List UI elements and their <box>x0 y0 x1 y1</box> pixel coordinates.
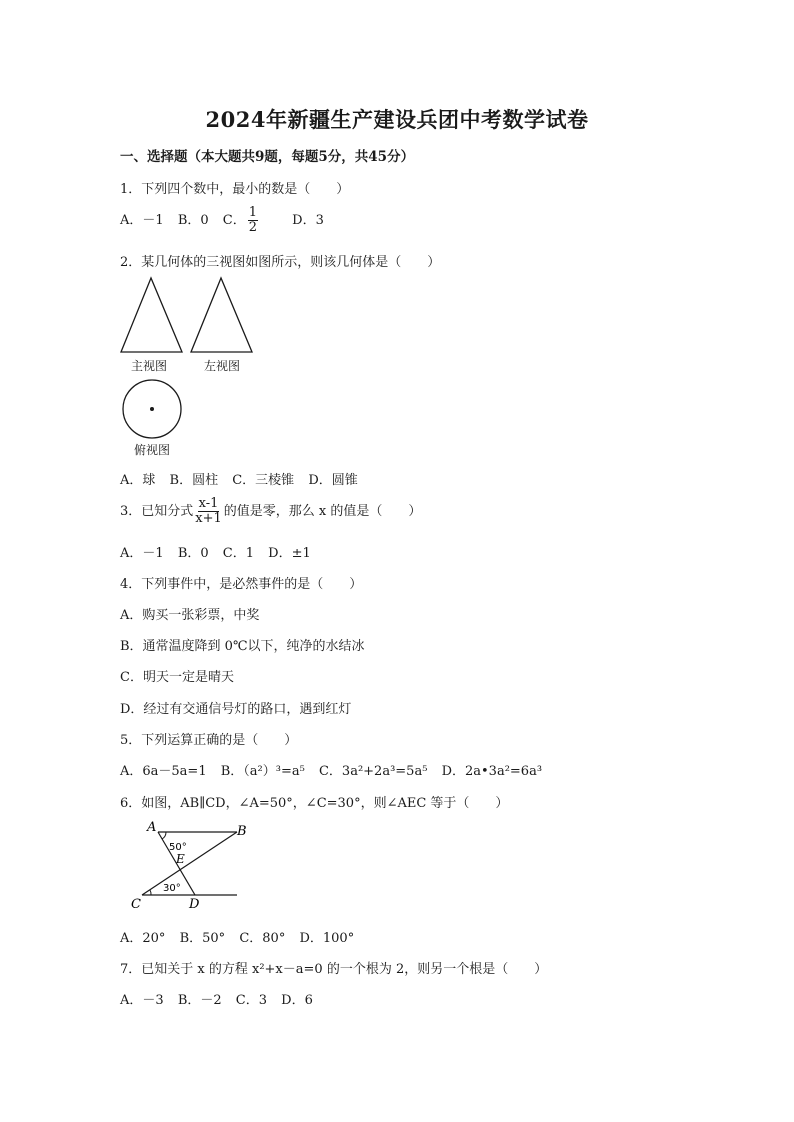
label-a: A <box>147 820 157 835</box>
option-a: A．－1 <box>120 546 164 561</box>
label-b: B <box>237 824 247 839</box>
option-d: D．6 <box>281 993 313 1008</box>
option-a: A．20° <box>120 931 166 946</box>
option-c: C．三棱锥 <box>232 473 295 488</box>
option-c: C． $\frac{1}{2}$ <box>223 213 278 228</box>
option-a: A．－3 <box>120 993 164 1008</box>
label-c: C <box>131 897 141 912</box>
front-view-triangle <box>121 278 182 352</box>
left-view-label: 左视图 <box>204 359 241 373</box>
option-b: B．50° <box>179 931 226 946</box>
option-c: C．明天一定是晴天 <box>120 670 234 685</box>
page-title: 2024年新疆生产建设兵团中考数学试卷 <box>205 107 589 132</box>
angle-c-arc <box>150 890 151 895</box>
fraction-x-minus-1-over-x-plus-1: $\frac{x-1}{x+1}$ <box>195 496 222 526</box>
label-d: D <box>189 897 200 912</box>
option-b: B．圆柱 <box>169 473 219 488</box>
question-2-stem: 2．某几何体的三视图如图所示，则该几何体是（ ） <box>120 255 441 270</box>
option-a: A．球 <box>120 473 156 488</box>
question-4-stem: 4．下列事件中，是必然事件的是（ ） <box>120 577 363 592</box>
option-d: D．圆锥 <box>308 473 358 488</box>
option-d: D．±1 <box>268 546 311 561</box>
question-6-stem: 6．如图，AB∥CD，∠A=50°，∠C=30°，则∠AEC 等于（ ） <box>120 796 509 811</box>
question-3-options <box>120 542 321 561</box>
option-b: B．0 <box>177 213 209 228</box>
angle-a-label: 50° <box>169 842 187 853</box>
front-view-label: 主视图 <box>131 359 168 373</box>
question-3-stem: 3．已知分式 $\frac{x-1}{x+1}$ 的值是零，那么 x 的值是（ ） <box>120 496 422 526</box>
left-view-triangle <box>191 278 252 352</box>
question-1-options <box>120 206 334 235</box>
fraction-one-half: $\frac{1}{2}$ <box>248 205 258 235</box>
option-c: C．3a²+2a³=5a⁵ <box>318 764 428 779</box>
option-b: B．－2 <box>177 993 222 1008</box>
option-a: A．－1 <box>120 213 164 228</box>
option-c: C．1 <box>222 546 254 561</box>
option-c: C．3 <box>235 993 267 1008</box>
top-view-label: 俯视图 <box>134 443 171 457</box>
angle-a-arc <box>162 832 166 839</box>
angle-c-label: 30° <box>163 883 181 894</box>
option-b: B．通常温度降到 0℃以下，纯净的水结冰 <box>120 639 365 654</box>
option-d: D．100° <box>299 931 355 946</box>
question-5-options <box>120 760 552 779</box>
option-b: B．0 <box>177 546 209 561</box>
top-view-center-dot <box>150 407 154 411</box>
option-d: D．3 <box>292 213 324 228</box>
option-d: D．经过有交通信号灯的路口，遇到红灯 <box>120 702 352 717</box>
question-7-stem: 7．已知关于 x 的方程 x²+x－a=0 的一个根为 2，则另一个根是（ ） <box>120 962 548 977</box>
question-5-stem: 5．下列运算正确的是（ ） <box>120 733 298 748</box>
question-6-options <box>120 927 364 946</box>
question-2-options <box>120 469 368 488</box>
option-c: C．80° <box>239 931 286 946</box>
option-d: D．2a•3a²=6a³ <box>441 764 543 779</box>
label-e: E <box>176 852 185 866</box>
question-1-stem: 1．下列四个数中，最小的数是（ ） <box>120 182 350 197</box>
section-heading: 一、选择题（本大题共9题，每题5分，共45分） <box>120 149 415 165</box>
option-a: A．购买一张彩票，中奖 <box>120 608 260 623</box>
parallel-lines-figure <box>125 818 275 913</box>
option-b: B．（a²）³=a⁵ <box>220 764 305 779</box>
option-a: A．6a－5a=1 <box>120 764 207 779</box>
question-7-options <box>120 989 323 1008</box>
